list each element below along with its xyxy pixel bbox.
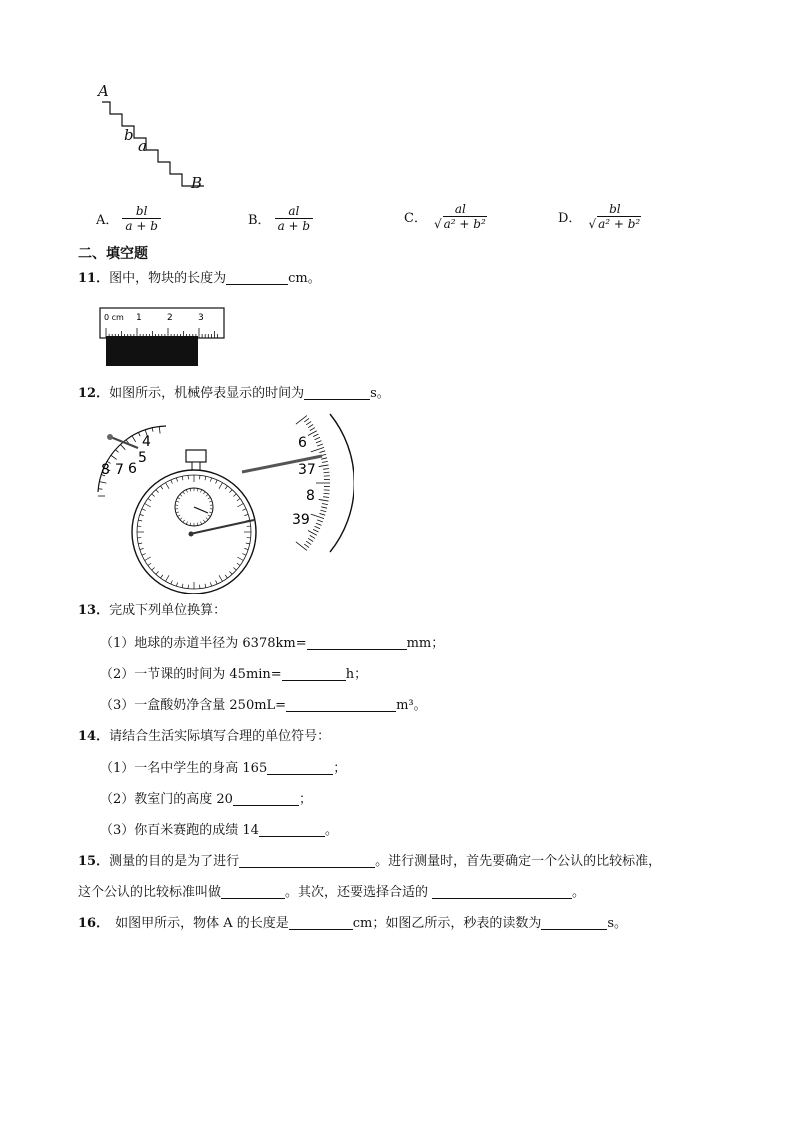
option-d-key: D．	[558, 211, 582, 226]
stairs-line	[102, 102, 204, 186]
question-14-item-3-blank[interactable]	[259, 822, 325, 837]
option-b-denominator: a + b	[275, 218, 314, 233]
option-d-denominator-wrap	[585, 216, 644, 231]
left-dial-tick	[115, 450, 118, 453]
ruler-unit-label: 0 cm	[104, 313, 124, 322]
question-11	[78, 270, 321, 288]
question-13	[78, 602, 226, 620]
question-13-item-2	[100, 666, 367, 684]
question-15-text-4: 。其次，还要选择合适的	[285, 885, 429, 900]
question-15-text-1: 测量的目的是为了进行	[109, 854, 240, 869]
question-16-text-3: s。	[607, 916, 628, 931]
question-15-line-2	[78, 884, 585, 902]
question-13-item-1	[100, 635, 444, 653]
ruler-tick-label-1: 1	[136, 313, 142, 323]
question-11-number: 11．	[78, 271, 110, 286]
right-dial-tick	[306, 541, 311, 544]
question-13-item-1-unit: mm；	[406, 636, 445, 651]
right-dial-tick	[313, 434, 318, 437]
option-b-key: B．	[248, 213, 271, 228]
question-13-item-1-blank[interactable]	[307, 635, 407, 650]
right-dial-tick	[296, 542, 307, 551]
ruler-tick-label-2: 2	[167, 313, 173, 323]
question-14-item-2	[100, 791, 312, 809]
question-14-item-1	[100, 760, 346, 778]
question-13-item-3-unit: m³。	[396, 698, 427, 713]
left-dial-tick	[121, 445, 126, 450]
right-dial-tick	[304, 544, 309, 548]
left-dial-pointer-head	[107, 434, 113, 440]
question-16-blank-1[interactable]	[289, 915, 353, 930]
right-scale-6: 6	[298, 435, 307, 451]
question-14-item-2-text: （2）教室门的高度 20	[100, 792, 233, 807]
stairs-label-a-top: A	[98, 82, 109, 100]
right-dial-arc	[330, 414, 354, 552]
question-13-number: 13．	[78, 603, 110, 618]
right-dial-tick	[322, 503, 328, 504]
question-12-text: 如图所示，机械停表显示的时间为	[109, 386, 305, 401]
right-dial-tick	[323, 493, 329, 494]
left-dial-tick	[99, 482, 106, 483]
question-13-item-2-blank[interactable]	[282, 666, 346, 681]
right-dial-tick	[308, 424, 313, 427]
ruler-tick-label-3: 3	[198, 313, 204, 323]
option-a-numerator: bl	[135, 204, 148, 218]
option-c-numerator: al	[454, 202, 466, 216]
right-dial-tick	[296, 416, 307, 425]
question-16-blank-2[interactable]	[541, 915, 607, 930]
question-14-number: 14．	[78, 729, 110, 744]
question-13-item-1-text: （1）地球的赤道半径为 6378km=	[100, 636, 307, 651]
left-dial-tick	[111, 455, 117, 459]
left-scale-7: 7	[115, 462, 124, 478]
right-dial-tick	[315, 526, 320, 528]
question-14-item-2-blank[interactable]	[233, 791, 299, 806]
left-scale-8: 8	[101, 462, 110, 478]
right-dial-tick	[306, 421, 311, 424]
question-13-item-2-text: （2）一节课的时间为 45min=	[100, 667, 282, 682]
stopwatch-figure	[94, 410, 354, 594]
option-c-key: C．	[404, 211, 427, 226]
right-dial-tick	[323, 497, 329, 498]
left-dial-tick	[138, 433, 140, 437]
left-dial-tick	[159, 427, 160, 434]
right-dial-tick	[310, 535, 315, 538]
right-dial-tick	[308, 538, 313, 541]
option-d-fraction	[585, 202, 644, 231]
stopwatch-crown	[186, 450, 206, 462]
left-dial-tick	[132, 436, 136, 442]
question-16	[78, 915, 627, 933]
option-c-denominator-wrap	[431, 216, 490, 231]
question-14-item-3	[100, 822, 338, 840]
question-14-item-2-unit: ；	[298, 792, 312, 807]
right-dial-tick	[313, 529, 318, 532]
left-scale-6: 6	[128, 461, 137, 477]
question-15-text-5: 。	[572, 885, 586, 900]
question-11-blank[interactable]	[226, 270, 288, 285]
right-dial-tick	[308, 431, 317, 436]
right-dial-tick	[319, 451, 325, 453]
stopwatch-stem	[192, 462, 200, 470]
ruler-svg	[98, 306, 228, 368]
question-15-blank-2[interactable]	[221, 884, 285, 899]
option-a-key: A．	[96, 213, 119, 228]
option-a[interactable]	[96, 204, 161, 233]
option-d-numerator: bl	[609, 202, 621, 216]
question-15-text-3: 这个公认的比较标准叫做	[78, 885, 222, 900]
right-dial-tick	[315, 437, 320, 439]
right-dial-tick	[323, 472, 329, 473]
stairs-label-b-bottom: B	[191, 174, 203, 192]
right-scale-37: 37	[298, 462, 316, 478]
question-15-blank-1[interactable]	[239, 853, 375, 868]
right-dial-tick	[320, 510, 326, 512]
option-d-sqrt-icon: √	[588, 217, 597, 231]
left-dial-tick	[152, 428, 153, 432]
section-title: 二、填空题	[78, 246, 148, 262]
second-hand-pivot	[189, 532, 194, 537]
right-dial-tick	[316, 441, 322, 443]
stopwatch-svg	[94, 410, 354, 594]
option-c-fraction	[431, 202, 490, 231]
question-16-text-1: 如图甲所示，物体 A 的长度是	[115, 916, 289, 931]
stairs-figure	[90, 80, 220, 200]
right-dial-tick	[319, 499, 329, 501]
option-b-fraction	[275, 204, 314, 233]
right-dial-tick	[322, 461, 328, 462]
right-dial-tick	[321, 458, 327, 459]
right-dial-tick	[317, 444, 323, 446]
option-a-fraction	[122, 204, 161, 233]
right-dial-tick	[323, 469, 329, 470]
question-13-item-3-blank[interactable]	[286, 697, 396, 712]
right-dial-tick	[316, 523, 322, 525]
question-11-unit: cm。	[288, 271, 321, 286]
question-14-item-1-text: （1）一名中学生的身高 165	[100, 761, 268, 776]
question-14-item-3-text: （3）你百米赛跑的成绩 14	[100, 823, 259, 838]
question-15-text-2: 。进行测量时，首先要确定一个公认的比较标准，	[375, 854, 662, 869]
block-object	[106, 336, 198, 366]
question-12	[78, 385, 390, 403]
question-16-number: 16．	[78, 916, 110, 931]
question-12-number: 12．	[78, 386, 110, 401]
question-14-item-3-unit: 。	[324, 823, 338, 838]
right-scale-39: 39	[292, 512, 310, 528]
right-dial-tick	[321, 507, 327, 508]
right-dial-tick	[308, 531, 317, 536]
right-dial-tick	[319, 513, 325, 515]
right-dial-tick	[319, 465, 329, 467]
right-dial-tick	[310, 428, 315, 431]
option-b-numerator: al	[288, 204, 300, 218]
question-13-item-2-unit: h；	[345, 667, 368, 682]
option-c-sqrt-icon: √	[433, 217, 442, 231]
left-scale-5: 5	[138, 450, 147, 466]
option-c[interactable]	[404, 202, 490, 231]
question-16-text-2: cm；如图乙所示，秒表的读数为	[352, 916, 542, 931]
ruler-figure	[98, 306, 228, 368]
stairs-label-a: a	[138, 137, 147, 155]
question-11-text: 图中，物块的长度为	[109, 271, 227, 286]
option-d-denominator: a² + b²	[598, 217, 641, 231]
right-dial-tick	[311, 514, 324, 519]
question-15-line-1	[78, 853, 661, 871]
question-15-number: 15．	[78, 854, 110, 869]
question-12-blank[interactable]	[304, 385, 370, 400]
question-14-item-1-blank[interactable]	[267, 760, 333, 775]
option-a-denominator: a + b	[122, 218, 161, 233]
question-13-item-3-text: （3）一盒酸奶净含量 250mL=	[100, 698, 287, 713]
option-d[interactable]	[558, 202, 644, 231]
option-b[interactable]	[248, 204, 313, 233]
option-c-denominator: a² + b²	[443, 217, 486, 231]
question-14	[78, 728, 330, 746]
question-14-item-1-unit: ；	[333, 761, 347, 776]
left-scale-4: 4	[142, 434, 151, 450]
right-dial-tick	[304, 418, 309, 422]
right-scale-8: 8	[306, 488, 315, 504]
question-14-text: 请结合生活实际填写合理的单位符号：	[109, 729, 331, 744]
question-15-blank-3[interactable]	[432, 884, 572, 899]
right-dial-tick	[311, 447, 324, 452]
question-12-unit: s。	[370, 386, 390, 401]
question-13-item-3	[100, 697, 427, 715]
question-13-text: 完成下列单位换算：	[109, 603, 227, 618]
stairs-label-b: b	[124, 126, 134, 144]
right-dial-tick	[317, 520, 323, 522]
